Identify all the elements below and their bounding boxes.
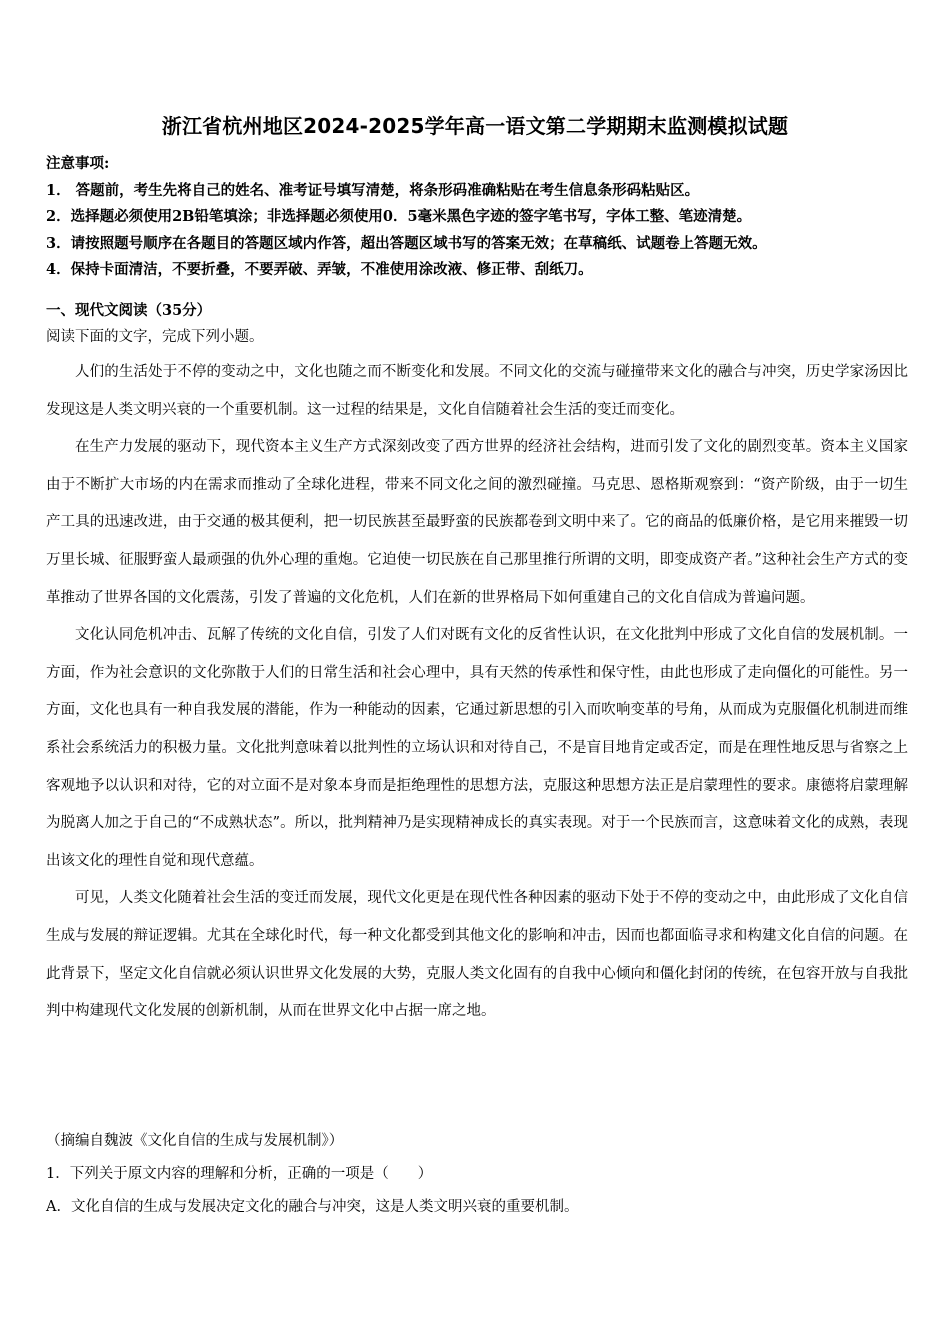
section-heading: 一、现代文阅读（35分）	[46, 302, 212, 319]
page-title: 浙江省杭州地区2024-2025学年高一语文第二学期期末监测模拟试题	[161, 114, 789, 138]
notice-item: 1． 答题前，考生先将自己的姓名、准考证号填写清楚，将条形码准确粘贴在考生信息条形码粘贴区。	[46, 181, 700, 199]
question-option-a: A．文化自信的生成与发展决定文化的融合与冲突，这是人类文明兴衰的重要机制。	[46, 1199, 579, 1215]
notice-item: 3．请按照题号顺序在各题目的答题区域内作答，超出答题区域书写的答案无效；在草稿纸、试题卷上答题无效。	[46, 234, 767, 252]
passage-paragraph: 可见，人类文化随着社会生活的变迁而发展，现代文化更是在现代性各种因素的驱动下处于不停的变动之中，由此形成了文化自信生成与发展的辩证逻辑。尤其在全球化时代，每一种文化都受到其他文化的影响和冲击，因而也都面临寻求和构建文化自信的问题。在此背景下，坚定文化自信就必须认识世界文化发展的大势，克服人类文化固有的自我中心倾向和僵化封闭的传统，在包容开放与自我批判中构建现代文化发展的创新机制，从而在世界文化中占据一席之地。	[46, 890, 908, 1020]
passage-paragraph: 在生产力发展的驱动下，现代资本主义生产方式深刻改变了西方世界的经济社会结构，进而引发了文化的剧烈变革。资本主义国家由于不断扩大市场的内在需求而推动了全球化进程，带来不同文化之间的激烈碰撞。马克思、恩格斯观察到：“资产阶级，由于一切生产工具的迅速改进，由于交通的极其便利，把一切民族甚至最野蛮的民族都卷到文明中来了。它的商品的低廉价格，是它用来摧毁一切万里长城、征服野蛮人最顽强的仇外心理的重炮。它迫使一切民族在自己那里推行所谓的文明，即变成资产者。”这种社会生产方式的变革推动了世界各国的文化震荡，引发了普遍的文化危机，人们在新的世界格局下如何重建自己的文化自信成为普遍问题。	[46, 439, 908, 606]
question-block	[46, 1125, 916, 1224]
notice-block	[46, 151, 916, 284]
notice-item: 2．选择题必须使用2B铅笔填涂；非选择题必须使用0．5毫米黑色字迹的签字笔书写，字体工整、笔迹清楚。	[46, 208, 752, 225]
section-instruction: 阅读下面的文字，完成下列小题。	[46, 329, 264, 345]
notice-heading: 注意事项:	[46, 155, 110, 172]
passage-paragraph: 文化认同危机冲击、瓦解了传统的文化自信，引发了人们对既有文化的反省性认识，在文化批判中形成了文化自信的发展机制。一方面，作为社会意识的文化弥散于人们的日常生活和社会心理中，具有天然的传承性和保守性，由此也形成了走向僵化的可能性。另一方面，文化也具有一种自我发展的潜能，作为一种能动的因素，它通过新思想的引入而吹响变革的号角，从而成为克服僵化机制进而维系社会系统活力的积极力量。文化批判意味着以批判性的立场认识和对待自己，不是盲目地肯定或否定，而是在理性地反思与省察之上客观地予以认识和对待，它的对立面不是对象本身而是拒绝理性的思想方法，克服这种思想方法正是启蒙理性的要求。康德将启蒙理解为脱离人加之于自己的“不成熟状态”。所以，批判精神乃是实现精神成长的真实表现。对于一个民族而言，这意味着文化的成熟，表现出该文化的理性自觉和现代意蕴。	[46, 627, 908, 869]
question-stem: 1．下列关于原文内容的理解和分析，正确的一项是（ ）	[46, 1166, 433, 1182]
passage-source: （摘编自魏波《文化自信的生成与发展机制》）	[46, 1133, 344, 1149]
section-header	[46, 298, 916, 350]
reading-passage	[46, 354, 908, 1031]
passage-paragraph: 人们的生活处于不停的变动之中，文化也随之而不断变化和发展。不同文化的交流与碰撞带来文化的融合与冲突，历史学家汤因比发现这是人类文明兴衰的一个重要机制。这一过程的结果是，文化自信随着社会生活的变迁而变化。	[46, 364, 908, 418]
notice-item: 4．保持卡面清洁，不要折叠，不要弄破、弄皱，不准使用涂改液、修正带、刮纸刀。	[46, 261, 593, 278]
